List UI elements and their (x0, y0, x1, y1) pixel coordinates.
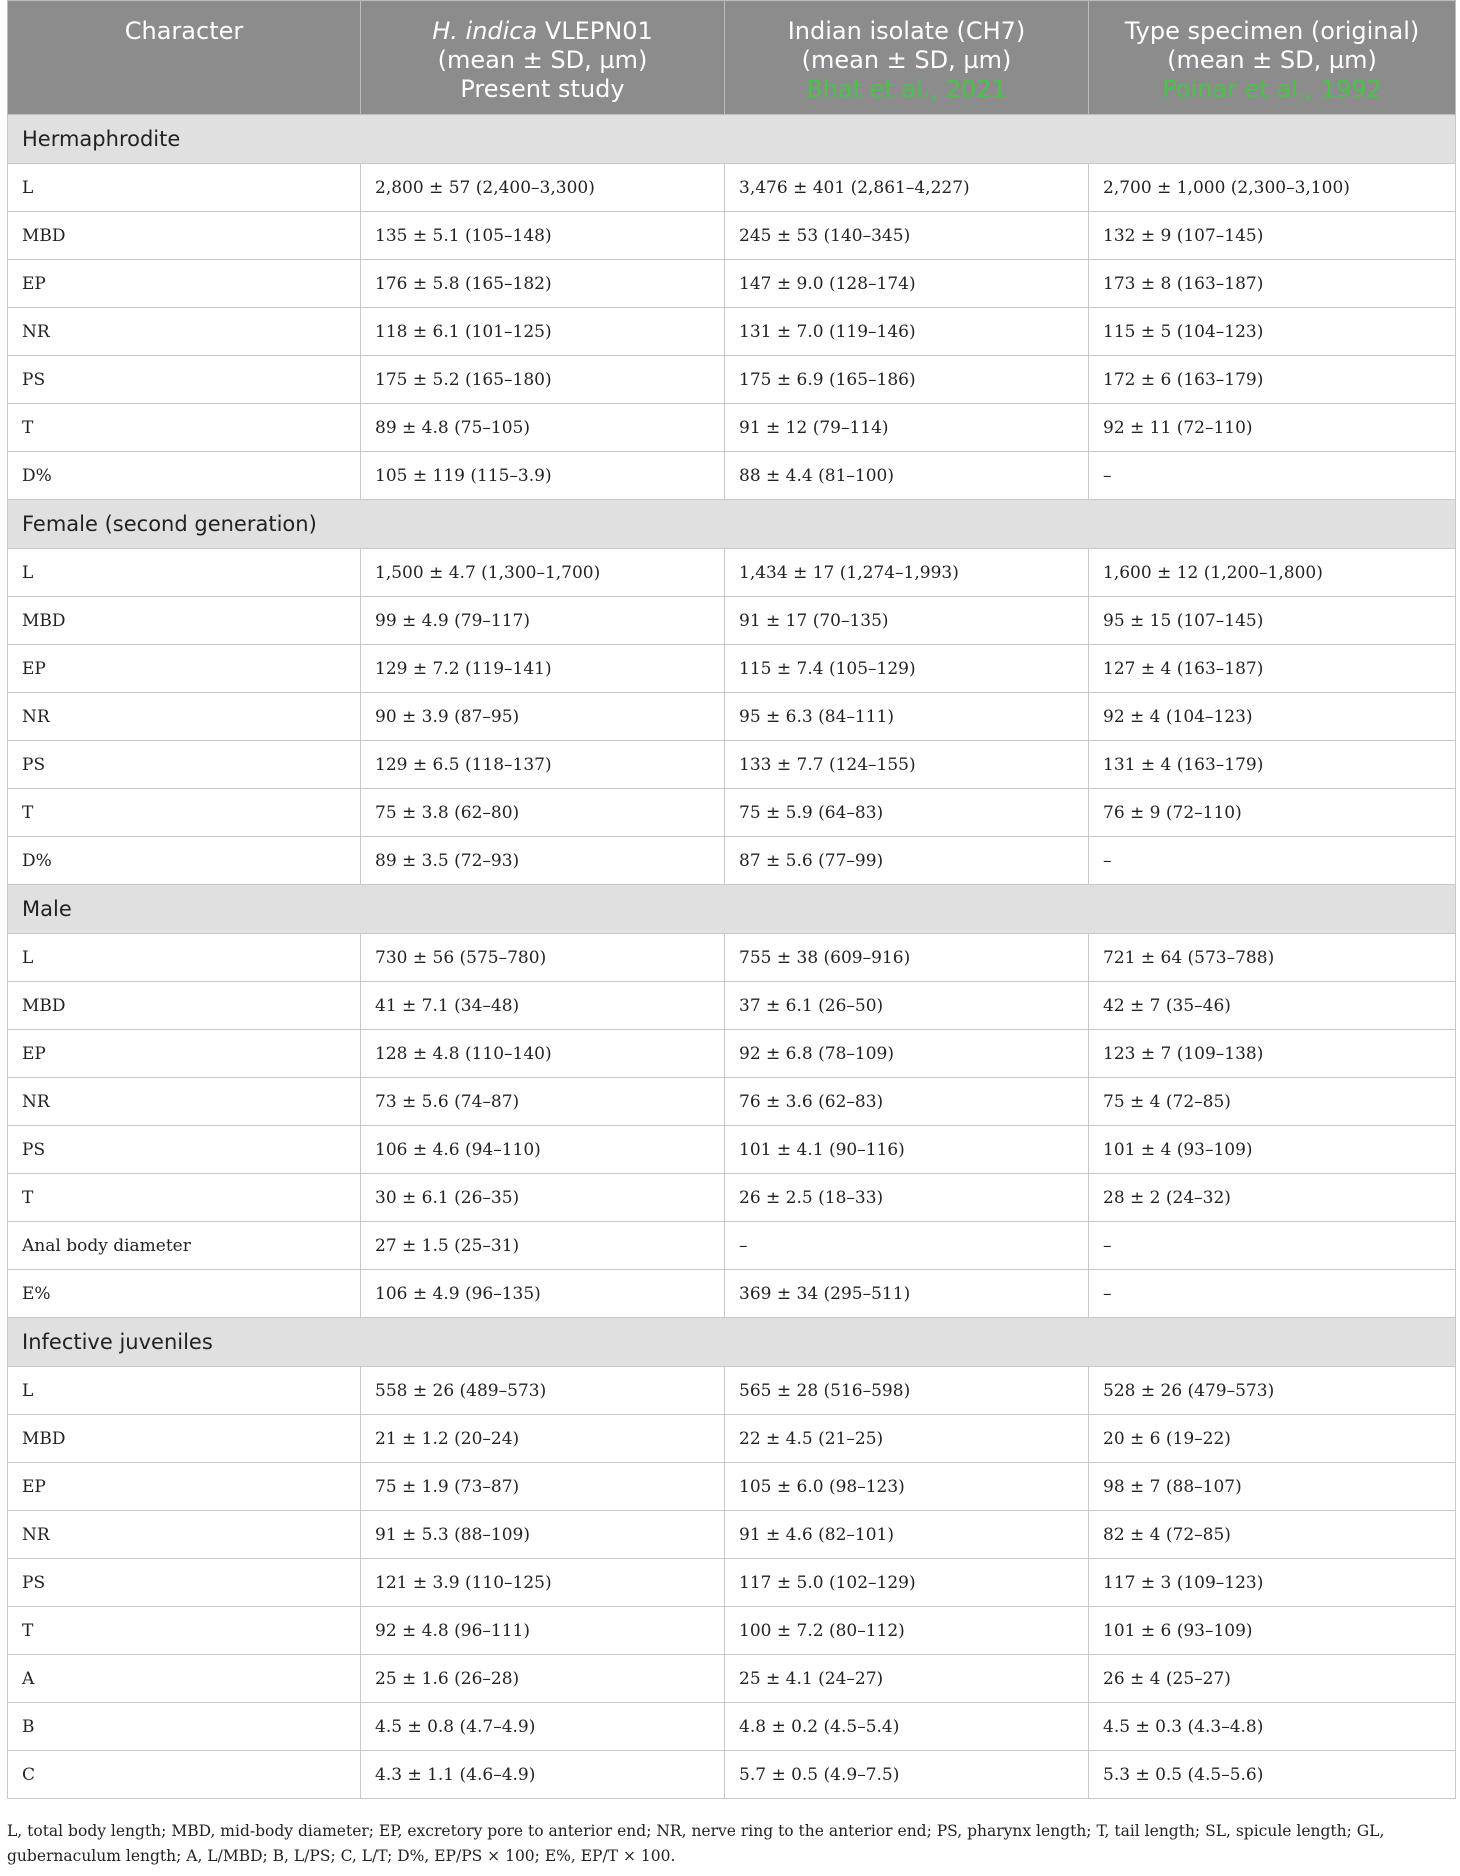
character-cell: C (8, 1751, 361, 1799)
present-study-cell: 2,800 ± 57 (2,400–3,300) (361, 164, 725, 212)
indian-isolate-cell: 101 ± 4.1 (90–116) (725, 1126, 1089, 1174)
table-row (8, 1126, 1456, 1174)
character-cell: L (8, 1367, 361, 1415)
group-row (8, 115, 1456, 164)
present-study-cell: 558 ± 26 (489–573) (361, 1367, 725, 1415)
header-character (8, 1, 361, 115)
character-cell: NR (8, 1078, 361, 1126)
indian-isolate-cell: 755 ± 38 (609–916) (725, 934, 1089, 982)
type-specimen-cell: 115 ± 5 (104–123) (1089, 308, 1456, 356)
present-study-cell: 135 ± 5.1 (105–148) (361, 212, 725, 260)
indian-isolate-cell: 133 ± 7.7 (124–155) (725, 741, 1089, 789)
indian-isolate-cell: 91 ± 17 (70–135) (725, 597, 1089, 645)
type-specimen-cell: 132 ± 9 (107–145) (1089, 212, 1456, 260)
morphometrics-table (7, 0, 1456, 1799)
type-specimen-cell: 173 ± 8 (163–187) (1089, 260, 1456, 308)
indian-isolate-cell: 4.8 ± 0.2 (4.5–5.4) (725, 1703, 1089, 1751)
type-specimen-cell: 101 ± 4 (93–109) (1089, 1126, 1456, 1174)
species-name: H. indica (432, 17, 538, 45)
group-title: Hermaphrodite (8, 115, 1456, 164)
type-specimen-cell: 117 ± 3 (109–123) (1089, 1559, 1456, 1607)
type-specimen-cell: 95 ± 15 (107–145) (1089, 597, 1456, 645)
character-cell: Anal body diameter (8, 1222, 361, 1270)
character-cell: L (8, 934, 361, 982)
present-study-cell: 75 ± 1.9 (73–87) (361, 1463, 725, 1511)
present-study-cell: 129 ± 7.2 (119–141) (361, 645, 725, 693)
present-study-cell: 730 ± 56 (575–780) (361, 934, 725, 982)
type-specimen-cell: 528 ± 26 (479–573) (1089, 1367, 1456, 1415)
type-specimen-cell: 172 ± 6 (163–179) (1089, 356, 1456, 404)
table-row (8, 1174, 1456, 1222)
type-specimen-cell: – (1089, 837, 1456, 885)
present-study-cell: 1,500 ± 4.7 (1,300–1,700) (361, 549, 725, 597)
character-cell: NR (8, 693, 361, 741)
indian-isolate-cell: 105 ± 6.0 (98–123) (725, 1463, 1089, 1511)
type-specimen-cell: 123 ± 7 (109–138) (1089, 1030, 1456, 1078)
header-present-study-stat: (mean ± SD, µm) (437, 46, 648, 74)
character-cell: T (8, 789, 361, 837)
present-study-cell: 4.5 ± 0.8 (4.7–4.9) (361, 1703, 725, 1751)
indian-isolate-cell: – (725, 1222, 1089, 1270)
character-cell: MBD (8, 597, 361, 645)
type-specimen-cell: 20 ± 6 (19–22) (1089, 1415, 1456, 1463)
present-study-cell: 105 ± 119 (115–3.9) (361, 452, 725, 500)
group-row (8, 1318, 1456, 1367)
indian-isolate-cell: 25 ± 4.1 (24–27) (725, 1655, 1089, 1703)
indian-isolate-cell: 245 ± 53 (140–345) (725, 212, 1089, 260)
present-study-cell: 27 ± 1.5 (25–31) (361, 1222, 725, 1270)
indian-isolate-cell: 91 ± 4.6 (82–101) (725, 1511, 1089, 1559)
citation-link-bhat[interactable]: Bhat et al., 2021 (806, 75, 1007, 103)
type-specimen-cell: – (1089, 1222, 1456, 1270)
table-row (8, 1030, 1456, 1078)
present-study-cell: 30 ± 6.1 (26–35) (361, 1174, 725, 1222)
table-row (8, 308, 1456, 356)
table-row (8, 1511, 1456, 1559)
character-cell: EP (8, 260, 361, 308)
header-present-study-source: Present study (460, 75, 625, 103)
character-cell: L (8, 164, 361, 212)
present-study-cell: 73 ± 5.6 (74–87) (361, 1078, 725, 1126)
type-specimen-cell: 92 ± 4 (104–123) (1089, 693, 1456, 741)
character-cell: EP (8, 1030, 361, 1078)
indian-isolate-cell: 100 ± 7.2 (80–112) (725, 1607, 1089, 1655)
type-specimen-cell: – (1089, 452, 1456, 500)
table-footnote: L, total body length; MBD, mid-body diameter; EP, excretory pore to anterior end; NR, nerve ring to the anterior end; PS, pharynx length; T, tail length; SL, spicule length; GL, gubernaculum length; A, L/MBD; B, L/PS; C, L/T; D%, EP/PS × 100; E%, EP/T × 100. (7, 1822, 1385, 1865)
table-row (8, 404, 1456, 452)
table-row (8, 693, 1456, 741)
character-cell: L (8, 549, 361, 597)
group-title: Male (8, 885, 1456, 934)
type-specimen-cell: 1,600 ± 12 (1,200–1,800) (1089, 549, 1456, 597)
table-row (8, 982, 1456, 1030)
type-specimen-cell: 75 ± 4 (72–85) (1089, 1078, 1456, 1126)
character-cell: E% (8, 1270, 361, 1318)
header-character-label: Character (124, 17, 244, 45)
table-row (8, 1270, 1456, 1318)
indian-isolate-cell: 131 ± 7.0 (119–146) (725, 308, 1089, 356)
table-row (8, 1463, 1456, 1511)
table-row (8, 1655, 1456, 1703)
present-study-cell: 99 ± 4.9 (79–117) (361, 597, 725, 645)
present-study-cell: 75 ± 3.8 (62–80) (361, 789, 725, 837)
table-row (8, 741, 1456, 789)
character-cell: D% (8, 837, 361, 885)
character-cell: MBD (8, 212, 361, 260)
present-study-cell: 4.3 ± 1.1 (4.6–4.9) (361, 1751, 725, 1799)
character-cell: PS (8, 741, 361, 789)
indian-isolate-cell: 87 ± 5.6 (77–99) (725, 837, 1089, 885)
header-indian-isolate (725, 1, 1089, 115)
type-specimen-cell: 721 ± 64 (573–788) (1089, 934, 1456, 982)
present-study-cell: 89 ± 3.5 (72–93) (361, 837, 725, 885)
table-body (8, 115, 1456, 1799)
indian-isolate-cell: 369 ± 34 (295–511) (725, 1270, 1089, 1318)
table-row (8, 549, 1456, 597)
indian-isolate-cell: 565 ± 28 (516–598) (725, 1367, 1089, 1415)
present-study-cell: 41 ± 7.1 (34–48) (361, 982, 725, 1030)
indian-isolate-cell: 75 ± 5.9 (64–83) (725, 789, 1089, 837)
character-cell: EP (8, 1463, 361, 1511)
present-study-cell: 106 ± 4.6 (94–110) (361, 1126, 725, 1174)
table-header (8, 1, 1456, 115)
type-specimen-cell: 101 ± 6 (93–109) (1089, 1607, 1456, 1655)
type-specimen-cell: 98 ± 7 (88–107) (1089, 1463, 1456, 1511)
present-study-cell: 118 ± 6.1 (101–125) (361, 308, 725, 356)
group-title: Infective juveniles (8, 1318, 1456, 1367)
type-specimen-cell: 76 ± 9 (72–110) (1089, 789, 1456, 837)
character-cell: A (8, 1655, 361, 1703)
character-cell: NR (8, 1511, 361, 1559)
header-row (8, 1, 1456, 115)
character-cell: D% (8, 452, 361, 500)
present-study-cell: 89 ± 4.8 (75–105) (361, 404, 725, 452)
present-study-cell: 21 ± 1.2 (20–24) (361, 1415, 725, 1463)
table-row (8, 789, 1456, 837)
present-study-cell: 106 ± 4.9 (96–135) (361, 1270, 725, 1318)
present-study-cell: 128 ± 4.8 (110–140) (361, 1030, 725, 1078)
citation-link-poinar[interactable]: Poinar et al., 1992 (1162, 75, 1382, 103)
character-cell: MBD (8, 982, 361, 1030)
header-indian-isolate-stat: (mean ± SD, µm) (801, 46, 1012, 74)
type-specimen-cell: 2,700 ± 1,000 (2,300–3,100) (1089, 164, 1456, 212)
table-row (8, 356, 1456, 404)
table-row (8, 1415, 1456, 1463)
character-cell: PS (8, 1559, 361, 1607)
character-cell: NR (8, 308, 361, 356)
table-row (8, 1222, 1456, 1270)
indian-isolate-cell: 37 ± 6.1 (26–50) (725, 982, 1089, 1030)
table-row (8, 1751, 1456, 1799)
type-specimen-cell: 26 ± 4 (25–27) (1089, 1655, 1456, 1703)
indian-isolate-cell: 91 ± 12 (79–114) (725, 404, 1089, 452)
table-row (8, 1078, 1456, 1126)
type-specimen-cell: 131 ± 4 (163–179) (1089, 741, 1456, 789)
indian-isolate-cell: 26 ± 2.5 (18–33) (725, 1174, 1089, 1222)
type-specimen-cell: 4.5 ± 0.3 (4.3–4.8) (1089, 1703, 1456, 1751)
table-row (8, 1367, 1456, 1415)
group-row (8, 885, 1456, 934)
character-cell: PS (8, 356, 361, 404)
indian-isolate-cell: 175 ± 6.9 (165–186) (725, 356, 1089, 404)
character-cell: T (8, 404, 361, 452)
header-indian-isolate-title: Indian isolate (CH7) (787, 17, 1026, 45)
present-study-cell: 121 ± 3.9 (110–125) (361, 1559, 725, 1607)
type-specimen-cell: 127 ± 4 (163–187) (1089, 645, 1456, 693)
indian-isolate-cell: 95 ± 6.3 (84–111) (725, 693, 1089, 741)
table-row (8, 645, 1456, 693)
table-row (8, 934, 1456, 982)
group-title: Female (second generation) (8, 500, 1456, 549)
indian-isolate-cell: 147 ± 9.0 (128–174) (725, 260, 1089, 308)
character-cell: PS (8, 1126, 361, 1174)
indian-isolate-cell: 76 ± 3.6 (62–83) (725, 1078, 1089, 1126)
table-row (8, 1559, 1456, 1607)
present-study-cell: 175 ± 5.2 (165–180) (361, 356, 725, 404)
table-row (8, 1607, 1456, 1655)
type-specimen-cell: 92 ± 11 (72–110) (1089, 404, 1456, 452)
type-specimen-cell: 82 ± 4 (72–85) (1089, 1511, 1456, 1559)
indian-isolate-cell: 92 ± 6.8 (78–109) (725, 1030, 1089, 1078)
indian-isolate-cell: 5.7 ± 0.5 (4.9–7.5) (725, 1751, 1089, 1799)
table-row (8, 260, 1456, 308)
character-cell: EP (8, 645, 361, 693)
strain-name: VLEPN01 (537, 17, 653, 45)
character-cell: T (8, 1174, 361, 1222)
header-present-study (361, 1, 725, 115)
header-type-specimen (1089, 1, 1456, 115)
table-row (8, 452, 1456, 500)
present-study-cell: 129 ± 6.5 (118–137) (361, 741, 725, 789)
table-row (8, 164, 1456, 212)
present-study-cell: 176 ± 5.8 (165–182) (361, 260, 725, 308)
present-study-cell: 25 ± 1.6 (26–28) (361, 1655, 725, 1703)
type-specimen-cell: 28 ± 2 (24–32) (1089, 1174, 1456, 1222)
header-type-specimen-stat: (mean ± SD, µm) (1167, 46, 1377, 74)
header-type-specimen-title: Type specimen (original) (1124, 17, 1420, 45)
group-row (8, 500, 1456, 549)
table-row (8, 1703, 1456, 1751)
indian-isolate-cell: 115 ± 7.4 (105–129) (725, 645, 1089, 693)
table-row (8, 212, 1456, 260)
header-present-study-title (369, 17, 716, 46)
type-specimen-cell: 42 ± 7 (35–46) (1089, 982, 1456, 1030)
character-cell: B (8, 1703, 361, 1751)
type-specimen-cell: – (1089, 1270, 1456, 1318)
character-cell: T (8, 1607, 361, 1655)
indian-isolate-cell: 88 ± 4.4 (81–100) (725, 452, 1089, 500)
present-study-cell: 91 ± 5.3 (88–109) (361, 1511, 725, 1559)
indian-isolate-cell: 1,434 ± 17 (1,274–1,993) (725, 549, 1089, 597)
indian-isolate-cell: 22 ± 4.5 (21–25) (725, 1415, 1089, 1463)
table-row (8, 597, 1456, 645)
present-study-cell: 90 ± 3.9 (87–95) (361, 693, 725, 741)
indian-isolate-cell: 117 ± 5.0 (102–129) (725, 1559, 1089, 1607)
character-cell: MBD (8, 1415, 361, 1463)
table-row (8, 837, 1456, 885)
indian-isolate-cell: 3,476 ± 401 (2,861–4,227) (725, 164, 1089, 212)
type-specimen-cell: 5.3 ± 0.5 (4.5–5.6) (1089, 1751, 1456, 1799)
present-study-cell: 92 ± 4.8 (96–111) (361, 1607, 725, 1655)
table-container (7, 0, 1455, 1799)
